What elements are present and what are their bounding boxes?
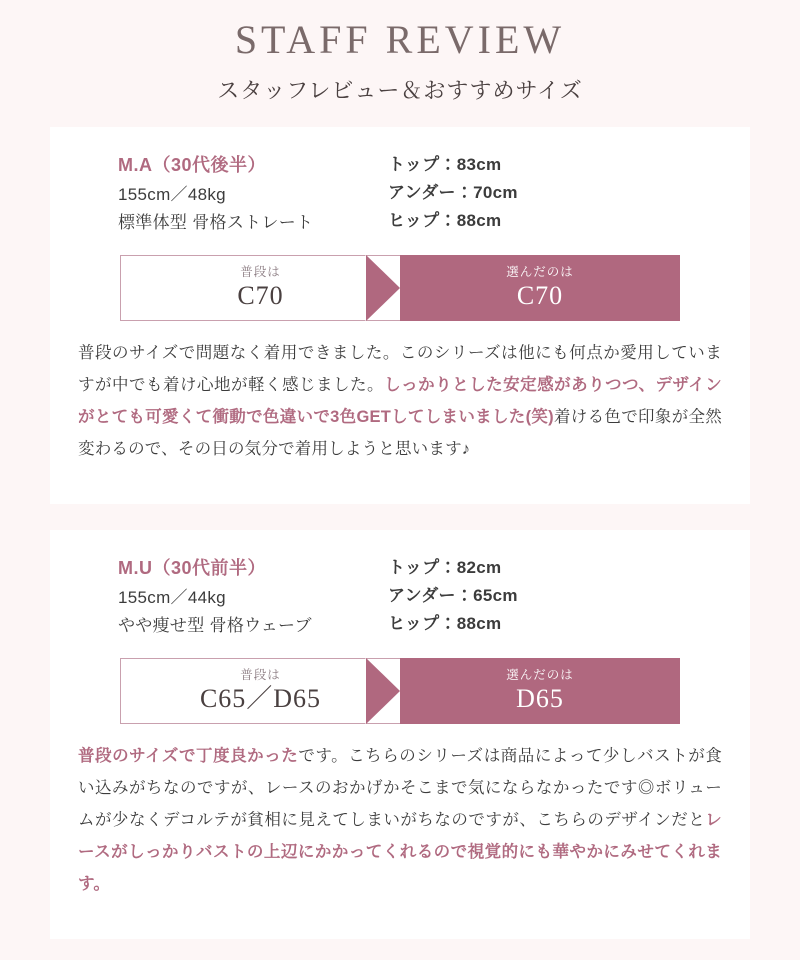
reviewer-body-type: 標準体型 骨格ストレート <box>118 212 314 232</box>
reviewer-name: M.A（30代後半） <box>118 155 267 175</box>
usual-size-block <box>120 255 400 321</box>
size-comparison-bar <box>120 255 680 321</box>
arrow-icon <box>366 658 400 724</box>
chosen-size-label: 選んだのは <box>506 667 574 682</box>
measurement-top: トップ：83cm <box>388 155 502 174</box>
chosen-size-label: 選んだのは <box>506 264 574 279</box>
measurement-under: アンダー：65cm <box>388 586 518 606</box>
usual-size-label: 普段は <box>240 264 281 279</box>
reviewer-profile-left <box>78 151 378 237</box>
measurement-hip: ヒップ：88cm <box>388 614 502 634</box>
chosen-size-value: C70 <box>516 280 564 310</box>
review-text-highlight: レースがしっかりバストの上辺にかかってくれるので視覚的にも華やかにみせてくれます。 <box>78 811 722 894</box>
reviewer-profile <box>78 151 722 237</box>
usual-size-label: 普段は <box>240 667 281 682</box>
size-comparison-bar <box>120 658 680 724</box>
measurement-top: トップ：82cm <box>388 557 502 577</box>
review-card <box>50 530 750 939</box>
reviewer-profile <box>78 554 722 640</box>
review-text-highlight: しっかりとした安定感がありつつ、デザインがとても可愛くて衝動で色違いで3色GETしてしまいました(笑) <box>78 375 723 427</box>
page-title-en: STAFF REVIEW <box>234 17 566 62</box>
usual-size-block <box>120 658 400 724</box>
page-title-ja: スタッフレビュー＆おすすめサイズ <box>217 78 583 103</box>
review-text <box>78 740 722 901</box>
reviewer-name: M.U（30代前半） <box>118 557 267 578</box>
reviewer-body-spec: 155cm／44kg <box>118 587 226 607</box>
usual-size-value: C70 <box>237 280 284 310</box>
measurement-under: アンダー：70cm <box>388 183 518 203</box>
review-text-plain: です。こちらのシリーズは商品によって少しバストが食い込みがちなのですが、レースのおかげかそこまで気にならなかったです◎ボリュームが少なくデコルテが貧相に見えてしまいがちなのですが、こちらのデザインだと <box>78 746 723 830</box>
review-card <box>50 127 750 504</box>
usual-size-value: C65／D65 <box>199 683 322 713</box>
chosen-size-block <box>400 255 680 321</box>
reviewer-measurements <box>378 151 722 235</box>
review-text-highlight: 普段のサイズで丁度良かった <box>78 746 299 765</box>
arrow-icon <box>366 255 400 321</box>
reviewer-measurements <box>378 554 722 638</box>
chosen-size-value: D65 <box>516 683 564 713</box>
chosen-size-block <box>400 658 680 724</box>
reviewer-profile-left <box>78 554 378 640</box>
page-header <box>50 0 750 105</box>
reviewer-body-type: やや痩せ型 骨格ウェーブ <box>118 615 312 635</box>
measurement-hip: ヒップ：88cm <box>388 211 502 231</box>
review-text-plain: 着ける色で印象が全然変わるので、その日の気分で着用しようと思います♪ <box>78 408 722 459</box>
review-text <box>78 337 722 466</box>
review-text-plain: 普段のサイズで問題なく着用できました。このシリーズは他にも何点か愛用していますが中でも着け心地が軽く感じました。 <box>78 343 722 394</box>
reviewer-body-spec: 155cm／48kg <box>118 184 226 204</box>
